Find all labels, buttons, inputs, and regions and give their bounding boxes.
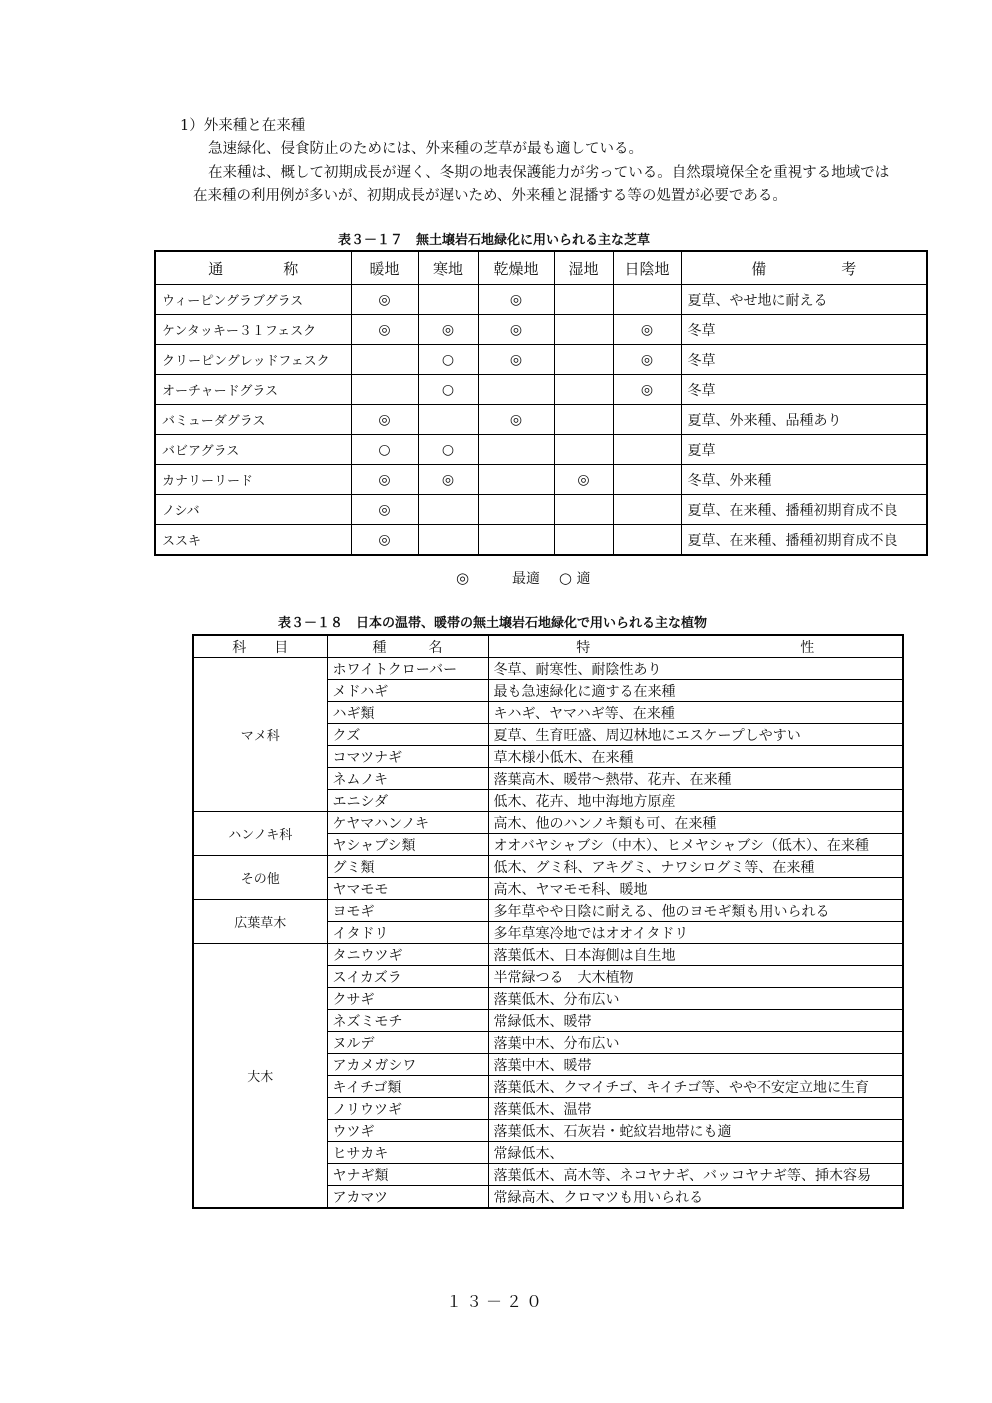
cell-name: クリーピングレッドフェスク — [155, 345, 351, 375]
cell-characteristics: オオバヤシャブシ（中木）、ヒメヤシャブシ（低木）、在来種 — [488, 834, 903, 856]
header-characteristics: 特 性 — [488, 635, 903, 658]
cell-species: ヒサカキ — [327, 1142, 488, 1164]
cell-characteristics: 落葉低木、石灰岩・蛇紋岩地帯にも適 — [488, 1120, 903, 1142]
cell-species: クサギ — [327, 988, 488, 1010]
header-dry: 乾燥地 — [478, 251, 554, 285]
cell-family: 広葉草木 — [193, 900, 327, 944]
cell-species: アカメガシワ — [327, 1054, 488, 1076]
cell-shade: ◎ — [613, 345, 681, 375]
table1-header-row — [155, 251, 927, 285]
cell-warm: ◎ — [351, 285, 418, 315]
cell-remarks: 夏草、外来種、品種あり — [681, 405, 927, 435]
cell-species: ヤナギ類 — [327, 1164, 488, 1186]
cell-cold: ○ — [418, 435, 478, 465]
table-row — [155, 525, 927, 556]
legend-best-symbol: ◎ — [456, 569, 470, 587]
cell-dry — [478, 525, 554, 556]
header-warm: 暖地 — [351, 251, 418, 285]
cell-dry: ◎ — [478, 345, 554, 375]
page-number: １３－２０ — [445, 1292, 546, 1311]
cell-dry: ◎ — [478, 315, 554, 345]
table-row — [193, 812, 903, 834]
header-name: 通 称 — [155, 251, 351, 285]
cell-characteristics: 落葉低木、温帯 — [488, 1098, 903, 1120]
cell-dry — [478, 465, 554, 495]
cell-cold — [418, 405, 478, 435]
header-family: 科 目 — [193, 635, 327, 658]
cell-family: マメ科 — [193, 658, 327, 812]
cell-species: イタドリ — [327, 922, 488, 944]
paragraph-2-line-1: 在来種は、概して初期成長が遅く、冬期の地表保護能力が劣っている。自然環境保全を重視する地域では — [208, 165, 890, 181]
table-row — [155, 405, 927, 435]
table1-legend — [456, 568, 590, 588]
cell-characteristics: 高木、他のハンノキ類も可、在来種 — [488, 812, 903, 834]
cell-shade — [613, 435, 681, 465]
cell-characteristics: 常緑高木、クロマツも用いられる — [488, 1186, 903, 1209]
cell-characteristics: 落葉低木、日本海側は自生地 — [488, 944, 903, 966]
table-row — [155, 465, 927, 495]
cell-cold: ◎ — [418, 465, 478, 495]
table-row — [155, 345, 927, 375]
cell-warm: ○ — [351, 435, 418, 465]
cell-wet — [554, 285, 613, 315]
header-remarks: 備 考 — [681, 251, 927, 285]
cell-cold — [418, 525, 478, 556]
paragraph-1: 急速緑化、侵食防止のためには、外来種の芝草が最も適している。 — [208, 141, 643, 157]
section-heading: 1）外来種と在来種 — [180, 118, 306, 134]
cell-cold — [418, 285, 478, 315]
cell-dry — [478, 495, 554, 525]
cell-species: ネムノキ — [327, 768, 488, 790]
cell-dry — [478, 435, 554, 465]
cell-characteristics: 落葉中木、暖帯 — [488, 1054, 903, 1076]
header-shade: 日陰地 — [613, 251, 681, 285]
cell-species: ヨモギ — [327, 900, 488, 922]
legend-good-label: 適 — [576, 571, 591, 587]
cell-species: ネズミモチ — [327, 1010, 488, 1032]
table2-header-row — [193, 635, 903, 658]
cell-warm — [351, 375, 418, 405]
table-row — [193, 658, 903, 680]
cell-species: ヤマモモ — [327, 878, 488, 900]
cell-remarks: 冬草、外来種 — [681, 465, 927, 495]
cell-wet — [554, 375, 613, 405]
cell-name: ウィーピングラブグラス — [155, 285, 351, 315]
cell-name: オーチャードグラス — [155, 375, 351, 405]
cell-wet: ◎ — [554, 465, 613, 495]
cell-warm — [351, 345, 418, 375]
cell-wet — [554, 435, 613, 465]
table-row — [155, 285, 927, 315]
cell-characteristics: 草木様小低木、在来種 — [488, 746, 903, 768]
table-row — [193, 944, 903, 966]
cell-characteristics: 常緑低木、暖帯 — [488, 1010, 903, 1032]
cell-species: コマツナギ — [327, 746, 488, 768]
cell-name: カナリーリード — [155, 465, 351, 495]
cell-species: ヌルデ — [327, 1032, 488, 1054]
cell-species: アカマツ — [327, 1186, 488, 1209]
cell-cold: ◎ — [418, 315, 478, 345]
cell-shade — [613, 525, 681, 556]
cell-characteristics: 冬草、耐寒性、耐陰性あり — [488, 658, 903, 680]
cell-species: タニウツギ — [327, 944, 488, 966]
cell-dry: ◎ — [478, 405, 554, 435]
cell-shade — [613, 285, 681, 315]
table-row — [155, 495, 927, 525]
cell-species: キイチゴ類 — [327, 1076, 488, 1098]
cell-species: ケヤマハンノキ — [327, 812, 488, 834]
cell-name: バビアグラス — [155, 435, 351, 465]
cell-species: メドハギ — [327, 680, 488, 702]
table-row — [193, 900, 903, 922]
legend-best-label: 最適 — [512, 571, 540, 587]
header-cold: 寒地 — [418, 251, 478, 285]
cell-shade: ◎ — [613, 315, 681, 345]
cell-remarks: 夏草、やせ地に耐える — [681, 285, 927, 315]
cell-remarks: 夏草、在来種、播種初期育成不良 — [681, 525, 927, 556]
table-row — [155, 315, 927, 345]
cell-warm: ◎ — [351, 405, 418, 435]
cell-wet — [554, 405, 613, 435]
cell-dry — [478, 375, 554, 405]
cell-species: ノリウツギ — [327, 1098, 488, 1120]
table-row — [155, 435, 927, 465]
cell-species: ホワイトクローバー — [327, 658, 488, 680]
cell-shade — [613, 405, 681, 435]
cell-characteristics: 多年草やや日陰に耐える、他のヨモギ類も用いられる — [488, 900, 903, 922]
cell-characteristics: 落葉低木、クマイチゴ、キイチゴ等、やや不安定立地に生育 — [488, 1076, 903, 1098]
cell-species: ヤシャブシ類 — [327, 834, 488, 856]
cell-wet — [554, 345, 613, 375]
cell-remarks: 夏草 — [681, 435, 927, 465]
cell-species: スイカズラ — [327, 966, 488, 988]
cell-remarks: 冬草 — [681, 315, 927, 345]
paragraph-2-line-2: 在来種の利用例が多いが、初期成長が遅いため、外来種と混播する等の処置が必要である。 — [193, 188, 787, 204]
cell-family: ハンノキ科 — [193, 812, 327, 856]
cell-species: エニシダ — [327, 790, 488, 812]
turfgrass-table — [154, 250, 928, 556]
cell-shade: ◎ — [613, 375, 681, 405]
cell-warm: ◎ — [351, 465, 418, 495]
cell-name: ススキ — [155, 525, 351, 556]
header-wet: 湿地 — [554, 251, 613, 285]
cell-characteristics: 常緑低木、 — [488, 1142, 903, 1164]
cell-shade — [613, 465, 681, 495]
cell-name: ケンタッキー３１フェスク — [155, 315, 351, 345]
cell-characteristics: 最も急速緑化に適する在来種 — [488, 680, 903, 702]
cell-characteristics: 低木、花卉、地中海地方原産 — [488, 790, 903, 812]
cell-characteristics: 低木、グミ科、アキグミ、ナワシログミ等、在来種 — [488, 856, 903, 878]
cell-warm: ◎ — [351, 495, 418, 525]
cell-species: ウツギ — [327, 1120, 488, 1142]
cell-species: グミ類 — [327, 856, 488, 878]
cell-characteristics: 高木、ヤマモモ科、暖地 — [488, 878, 903, 900]
cell-characteristics: 半常緑つる 大木植物 — [488, 966, 903, 988]
cell-warm: ◎ — [351, 315, 418, 345]
cell-characteristics: 落葉高木、暖帯～熱帯、花卉、在来種 — [488, 768, 903, 790]
cell-species: クズ — [327, 724, 488, 746]
table-row — [155, 375, 927, 405]
cell-characteristics: 落葉中木、分布広い — [488, 1032, 903, 1054]
cell-wet — [554, 495, 613, 525]
table1-caption: 表３－１７ 無土壌岩石地緑化に用いられる主な芝草 — [338, 233, 651, 248]
plants-table — [192, 634, 904, 1209]
legend-good-symbol: ○ — [558, 569, 572, 587]
cell-wet — [554, 315, 613, 345]
cell-name: ノシバ — [155, 495, 351, 525]
cell-remarks: 夏草、在来種、播種初期育成不良 — [681, 495, 927, 525]
table-row — [193, 856, 903, 878]
cell-name: バミューダグラス — [155, 405, 351, 435]
cell-remarks: 冬草 — [681, 345, 927, 375]
cell-wet — [554, 525, 613, 556]
cell-warm: ◎ — [351, 525, 418, 556]
cell-family: 大木 — [193, 944, 327, 1209]
cell-remarks: 冬草 — [681, 375, 927, 405]
cell-family: その他 — [193, 856, 327, 900]
cell-characteristics: 落葉低木、分布広い — [488, 988, 903, 1010]
cell-cold: ○ — [418, 375, 478, 405]
cell-shade — [613, 495, 681, 525]
cell-species: ハギ類 — [327, 702, 488, 724]
cell-dry: ◎ — [478, 285, 554, 315]
cell-cold: ○ — [418, 345, 478, 375]
cell-characteristics: 夏草、生育旺盛、周辺林地にエスケープしやすい — [488, 724, 903, 746]
cell-characteristics: 多年草寒冷地ではオオイタドリ — [488, 922, 903, 944]
cell-characteristics: キハギ、ヤマハギ等、在来種 — [488, 702, 903, 724]
header-species: 種 名 — [327, 635, 488, 658]
cell-characteristics: 落葉低木、高木等、ネコヤナギ、バッコヤナギ等、挿木容易 — [488, 1164, 903, 1186]
table2-caption: 表３－１８ 日本の温帯、暖帯の無土壌岩石地緑化で用いられる主な植物 — [278, 616, 708, 631]
cell-cold — [418, 495, 478, 525]
